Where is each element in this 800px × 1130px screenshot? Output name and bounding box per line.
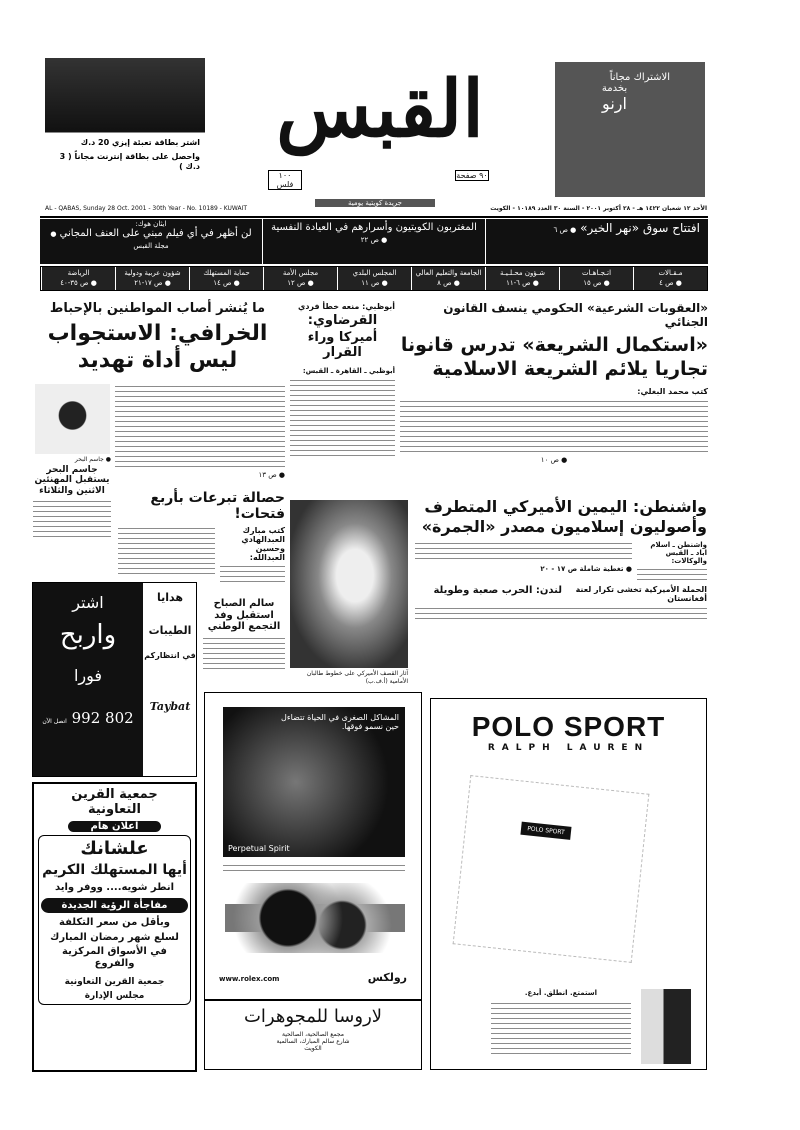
side-story[interactable] <box>33 456 111 539</box>
rolex-ad[interactable] <box>204 692 422 1000</box>
ad-text: جمعية القرين التعاونية <box>64 977 165 988</box>
photo-caption: ● جاسم البحر <box>74 456 111 463</box>
nav-item[interactable]: الجامعة والتعليم العالي ● ص ٨ <box>411 267 485 290</box>
nav-item[interactable]: اتـجـاهـات ● ص ١٥ <box>559 267 633 290</box>
promo-0[interactable]: افتتاح سوق «نهر الخير» ● ص ٦ <box>485 219 708 264</box>
salem-body <box>203 636 285 672</box>
washington-story[interactable] <box>415 498 707 620</box>
promo-2[interactable]: ايثان هوك: لن أظهر في أي فيلم مبني على العنف المجاني ● مجلة القبس <box>50 220 252 250</box>
dateline: أبوظبي ـ القاهرة ـ القبس: <box>302 366 395 375</box>
tagline: جريدة كويتية يومية <box>315 199 435 207</box>
ad-text: مفاجأة الرؤية الجديدة <box>41 898 188 914</box>
ad-text: Perpetual Spirit <box>228 844 290 853</box>
donations-body <box>220 564 285 582</box>
top-left-ad[interactable] <box>45 58 205 193</box>
kharafi-body <box>115 384 285 469</box>
tshirt-image <box>453 775 650 963</box>
ad-text: في الأسواق المركزية والفروع <box>62 946 167 969</box>
brand-logo: Taybat <box>149 700 191 713</box>
washington-body <box>415 541 632 563</box>
donations-headline: حصالة تبرعات بأربع فتحات! <box>150 490 285 523</box>
ad-text: في انتظاركم <box>144 651 196 660</box>
nav-item[interactable]: شؤون عربية ودولية ● ص ١٧-٢١ <box>115 267 189 290</box>
qurain-ad[interactable] <box>32 782 197 1072</box>
sub-headline: لندن: الحرب صعبة وطويلة <box>433 584 562 596</box>
pages-box: ٩٠ صفحة <box>456 171 488 180</box>
headline: القرضاوي: <box>307 313 378 328</box>
rolex-brand: رولكس <box>367 971 407 984</box>
ad-copy <box>491 1001 631 1056</box>
ad-text: لاروسا للمجوهرات <box>243 1006 383 1027</box>
kicker: ما يُنشر أصاب المواطنين بالإحباط <box>49 301 266 316</box>
ad-text: مجمع الصالحية، الصالحية <box>281 1031 344 1038</box>
ad-text: مجلس الإدارة <box>84 990 145 1001</box>
side-body <box>33 499 111 539</box>
ad-text: وبأقل من سعر التكلفة <box>59 917 170 929</box>
ad-text: أيها المستهلك الكريم <box>42 862 187 879</box>
ad-line: ارنو <box>602 94 627 113</box>
byline: كتب محمد البغلي: <box>637 387 708 397</box>
polo-ad[interactable] <box>430 698 707 1070</box>
lead-headline: «استكمال الشريعة» تدرس قانونا <box>400 333 708 356</box>
headline: وأصوليون إسلاميون مصدر «الجمرة» <box>421 517 707 537</box>
divider <box>40 216 708 218</box>
headline: أميركا وراء القرار <box>307 329 378 360</box>
page-ref: ● تغطية شاملة ص ١٧ - ٢٠ <box>540 564 632 573</box>
headline: الخرافي: الاستجواب <box>47 320 268 346</box>
jassem-photo <box>35 384 110 454</box>
ad-line: واحصل على بطاقة إنترنت مجاناً ( 3 د.ك ) <box>59 152 200 171</box>
qaradawi-story[interactable] <box>290 302 395 458</box>
qaradawi-body <box>290 378 395 458</box>
shirt-label: POLO SPORT <box>520 822 571 840</box>
ad-text: اعلان هام <box>68 821 161 833</box>
kharafi-column <box>115 384 285 479</box>
ad-text: استمتع. انطلق. أبدع. <box>524 989 598 997</box>
ad-copy <box>223 863 405 875</box>
ad-line: الاشتراك مجاناً <box>609 72 670 83</box>
headline: ليس أداة تهديد <box>77 348 238 374</box>
ad-text: علشانك <box>80 838 149 860</box>
ad-text: الكويت <box>304 1045 322 1052</box>
ad-text: شارع سالم المبارك، السالمية <box>276 1038 350 1045</box>
ad-text: فورا <box>73 666 103 685</box>
lead-headline: تجاريا يلائم الشريعة الاسلامية <box>432 358 708 381</box>
side-headline: جاسم البحر يستقبل المهنئين الاثنين والثلاثاء <box>34 465 110 496</box>
ad-text: هدايا <box>156 591 183 604</box>
ad-text: الطيبات <box>148 624 192 637</box>
nav-item[interactable]: مـقـالات ● ص ٤ <box>633 267 707 290</box>
donations-story[interactable] <box>118 490 285 582</box>
headline: واشنطن: اليمين الأميركي المتطرف <box>424 497 707 516</box>
washington-body <box>637 567 707 581</box>
kharafi-story[interactable] <box>30 302 285 374</box>
tayebat-ad[interactable]: اشتر واربح فورا 802 992 اتصل الآن هدايا الطيبات في انتظاركم Taybat <box>32 582 197 777</box>
perfume-bottle <box>641 989 691 1064</box>
ad-text: جمعية القرين التعاونية <box>71 787 158 817</box>
english-dateline: AL - QABAS, Sunday 28 Oct. 2001 - 30th Year - No. 10189 - KUWAIT <box>45 205 248 212</box>
ad-text: واربح <box>59 620 117 650</box>
watch-image <box>225 883 405 953</box>
ad-line: اشتر بطاقة تعبئة إيزي 20 د.ك <box>80 138 200 147</box>
phone: 802 992 <box>71 709 134 727</box>
rolex-url[interactable]: www.rolex.com <box>219 975 280 983</box>
promo-strip <box>40 219 708 264</box>
arabic-dateline: الأحد ١٢ شعبان ١٤٢٢ هـ - ٢٨ أكتوبر ٢٠٠١ - السنة ٣٠ العدد ١٠١٨٩ - الكويت <box>490 205 707 212</box>
brand-logo: POLO SPORT <box>471 711 666 742</box>
nav-item[interactable]: حماية المستهلك ● ص ١٤ <box>189 267 263 290</box>
ad-text: المشاكل الصغرى في الحياة تتضاءل حين نسمو فوقها. <box>281 713 399 731</box>
sub-headline: الحملة الأميركية تخشى تكرار لعنة أفغانستان <box>575 584 707 603</box>
nav-item[interactable]: مجلس الأمة ● ص ١٢ <box>263 267 337 290</box>
salem-headline: سالم الصباح استقبل وفد التجمع الوطني <box>207 598 281 632</box>
ad-text: انطر شويه.... ووفر وايد <box>54 882 175 894</box>
nav-item[interactable]: شـؤون محـلـيـة ● ص ٦-١١ <box>485 267 559 290</box>
promo-1[interactable]: المغتربون الكويتيون وأسرارهم في العيادة النفسية ● ص ٢٢ <box>262 219 485 264</box>
byline: كتب مبارك العبدالهادي وحسين العبدالله: <box>241 526 285 563</box>
rolex-photo <box>223 707 405 857</box>
page-ref: ● ص ١٠ <box>540 456 568 465</box>
logo: القبس <box>276 64 484 155</box>
sub-body <box>415 606 707 620</box>
donations-body <box>118 526 215 574</box>
lead-body <box>400 399 708 454</box>
section-nav <box>40 266 708 291</box>
salem-story[interactable] <box>203 598 285 672</box>
page-ref: ● ص ١٣ <box>258 471 285 479</box>
brand-logo: RALPH LAUREN <box>487 743 650 753</box>
larosa-ad[interactable] <box>204 1000 422 1070</box>
nav-item[interactable]: الرياضة ● ص ٣٥-٤٠ <box>41 267 115 290</box>
ad-line: بخدمة <box>601 83 628 94</box>
ad-text: لسلع شهر رمضان المبارك <box>50 931 179 943</box>
lead-story[interactable] <box>400 302 708 464</box>
lead-kicker: «العقوبات الشرعية» الحكومي ينسف القانون الجنائي <box>443 301 708 329</box>
dateline: واشنطن ـ اسلام اباد ـ القبس والوكالات: <box>650 540 707 565</box>
nav-item[interactable]: المجلس البلدي ● ص ١١ <box>337 267 411 290</box>
top-right-ad[interactable] <box>555 62 705 197</box>
photo-caption: آثار القصف الأميركي على خطوط طالبان الأمامية (أ.ف.ب) <box>306 670 408 685</box>
ad-text: اشتر <box>72 593 104 612</box>
kicker: أبوظبي: منعه خطأ فردي <box>297 302 395 311</box>
bombing-photo <box>290 500 408 668</box>
price-box: ١٠٠ فلس <box>268 170 302 190</box>
